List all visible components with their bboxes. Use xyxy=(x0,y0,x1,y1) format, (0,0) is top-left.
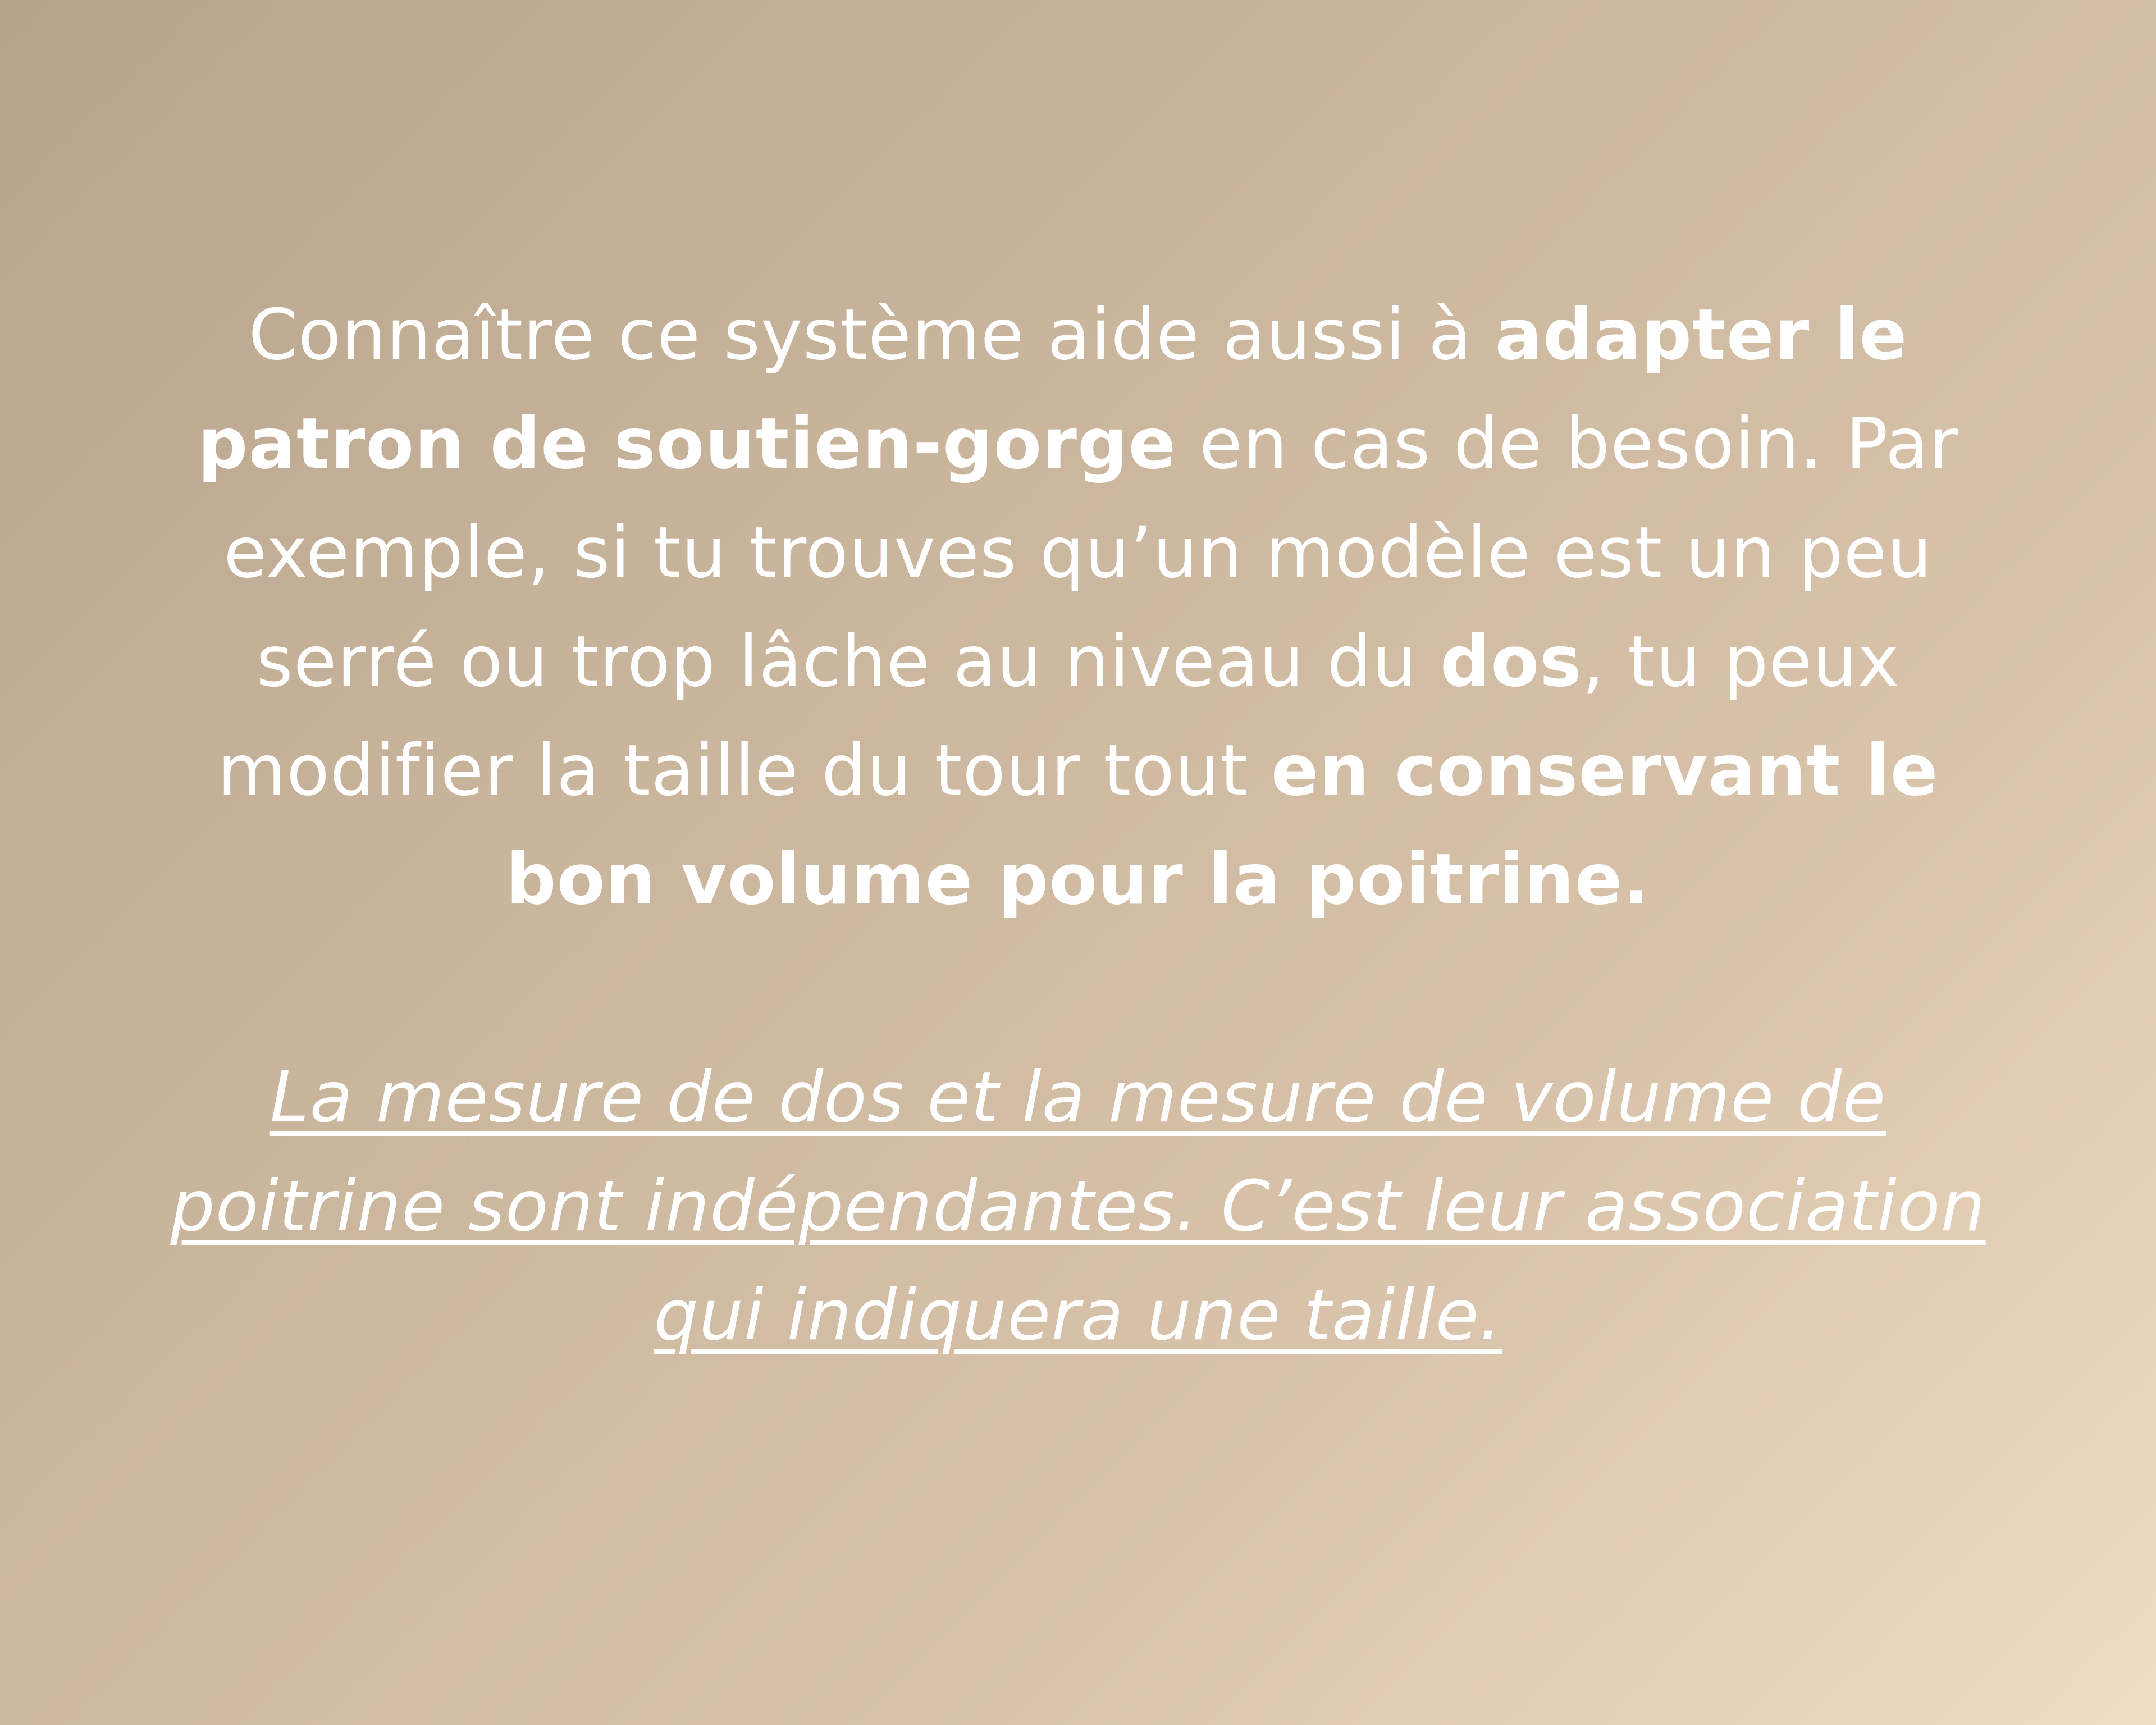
text-block xyxy=(168,281,1988,1440)
main-paragraph xyxy=(168,281,1988,934)
underlined-note: La mesure de dos et la mesure de volume de poitrine sont indépendantes. C’est leur association qui indiquera une taille. xyxy=(170,1057,1986,1356)
bold-phrase-dos: dos xyxy=(1440,621,1582,702)
bold-phrase-volume: en conservant le bon volume pour la poitrine. xyxy=(506,730,1939,920)
paragraph-text: en cas de besoin. Par exemple, si tu trouves qu’un modèle est un peu serré ou trop lâche au niveau du xyxy=(223,403,1958,702)
paragraph-text: , tu peux modifier la taille du tour tout xyxy=(217,621,1900,811)
bold-phrase-adapter: adapter le patron de soutien-gorge xyxy=(198,294,1908,485)
paragraph-text: Connaître ce système aide aussi à xyxy=(248,294,1495,376)
